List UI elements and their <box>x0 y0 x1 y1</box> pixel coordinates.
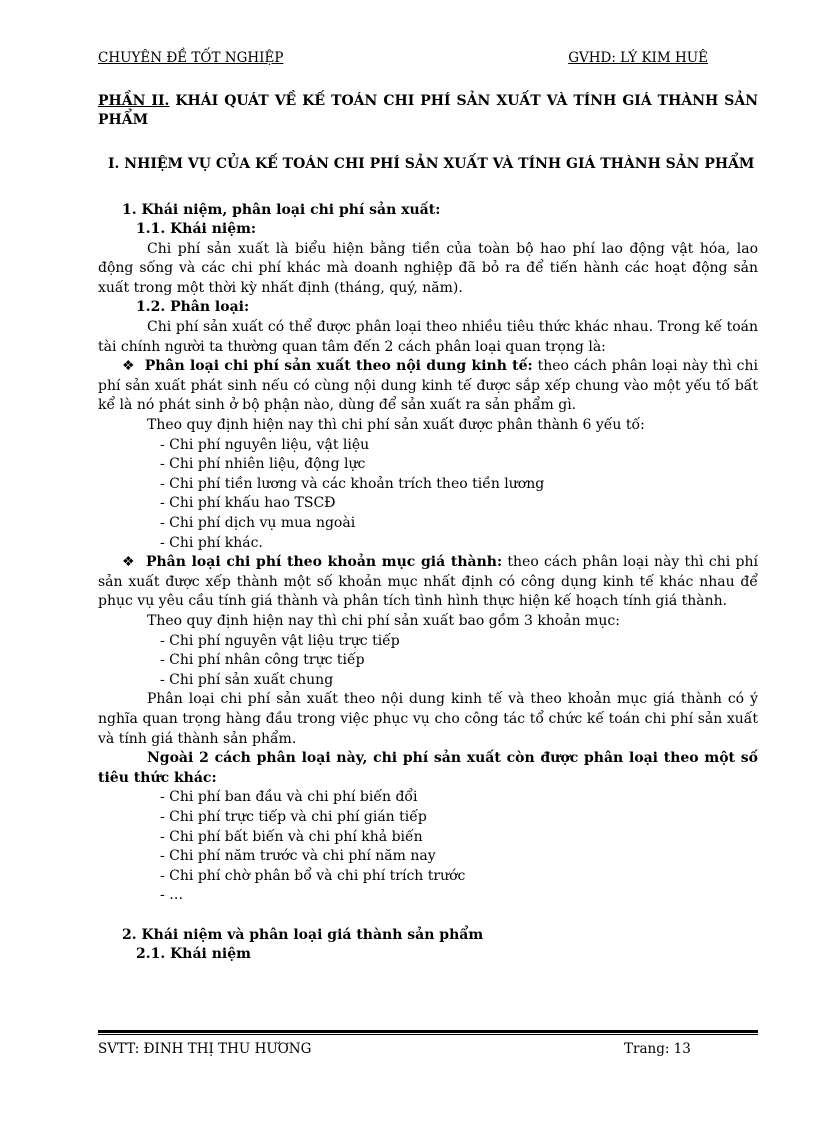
list-item: - Chi phí năm trước và chi phí năm nay <box>160 848 436 865</box>
bullet-text: theo cách phân loại này thì chi phí sản xuất được xếp thành một số khoản mục nhất định có công dụng kinh tế khác nhau để phục vụ yêu cầu tính giá thành và phân tích tình hình thực hiện kế hoạch tính giá thành. <box>98 554 758 610</box>
list-item: - Chi phí khác. <box>160 534 263 551</box>
footer-left: SVTT: ĐINH THỊ THU HƯƠNG <box>98 1041 312 1057</box>
bullet-text: theo cách phân loại này thì chi phí sản xuất phát sinh nếu có cùng nội dung kinh tế được sắp xếp chung vào một yếu tố bất kể là nó phát sinh ở bộ phận nào, dùng để sản xuất ra sản phẩm gì. <box>98 358 758 414</box>
heading-1-2: 1.2. Phân loại: <box>136 299 250 316</box>
diamond-bullet-icon: ❖ <box>122 358 135 375</box>
bullet-bold: Phân loại chi phí sản xuất theo nội dung kinh tế: <box>144 358 533 375</box>
bullet-economic-content <box>98 357 758 416</box>
page-footer <box>98 1041 758 1061</box>
spacer <box>98 906 758 926</box>
heading-2: 2. Khái niệm và phân loại giá thành sản phẩm <box>122 926 484 943</box>
list-item: - Chi phí bất biến và chi phí khả biến <box>160 828 423 845</box>
list-item: - Chi phí nguyên liệu, vật liệu <box>160 436 370 453</box>
paragraph-definition: Chi phí sản xuất là biểu hiện bằng tiền của toàn bộ hao phí lao động vật hóa, lao động sống và các chi phí khác mà doanh nghiệp đã bỏ ra để tiến hành các hoạt động sản xuất trong một thời kỳ nhất định (tháng, quý, năm). <box>98 240 758 296</box>
page-header <box>98 50 758 70</box>
list-item: - … <box>160 887 184 904</box>
page-number: Trang: 13 <box>624 1041 691 1057</box>
bullet-cost-items <box>98 553 758 612</box>
diamond-bullet-icon: ❖ <box>122 554 136 571</box>
part-title-text: KHÁI QUÁT VỀ KẾ TOÁN CHI PHÍ SẢN XUẤT VÀ TÍNH GIÁ THÀNH SẢN PHẨM <box>98 93 758 128</box>
list-item: - Chi phí nhiên liệu, động lực <box>160 456 366 473</box>
section-title: I. NHIỆM VỤ CỦA KẾ TOÁN CHI PHÍ SẢN XUẤT VÀ TÍNH GIÁ THÀNH SẢN PHẨM <box>108 156 755 172</box>
footer-rule-thin <box>98 1034 758 1035</box>
paragraph-other-criteria: Ngoài 2 cách phân loại này, chi phí sản xuất còn được phân loại theo một số tiêu thức khác: <box>98 750 758 786</box>
heading-2-1: 2.1. Khái niệm <box>136 946 251 963</box>
list-item: - Chi phí nhân công trực tiếp <box>160 652 365 669</box>
list-item: - Chi phí nguyên vật liệu trực tiếp <box>160 632 400 649</box>
list-item: - Chi phí sản xuất chung <box>160 671 334 688</box>
header-right: GVHD: LÝ KIM HUÊ <box>568 50 708 66</box>
list-intro: Theo quy định hiện nay thì chi phí sản xuất được phân thành 6 yếu tố: <box>147 417 645 434</box>
heading-1-1: 1.1. Khái niệm: <box>136 221 257 238</box>
list-item: - Chi phí tiền lương và các khoản trích theo tiền lương <box>160 475 545 492</box>
list-item: - Chi phí chờ phân bổ và chi phí trích trước <box>160 867 466 884</box>
list-item: - Chi phí khấu hao TSCĐ <box>160 495 336 512</box>
list-intro: Theo quy định hiện nay thì chi phí sản xuất bao gồm 3 khoản mục: <box>147 612 620 629</box>
footer-rule-thick <box>98 1030 758 1033</box>
heading-1: 1. Khái niệm, phân loại chi phí sản xuất: <box>122 201 441 218</box>
list-item: - Chi phí trực tiếp và chi phí gián tiếp <box>160 808 427 825</box>
list-item: - Chi phí ban đầu và chi phí biến đổi <box>160 789 418 806</box>
document-body <box>98 92 758 965</box>
bullet-bold: Phân loại chi phí theo khoản mục giá thành: <box>145 554 503 571</box>
header-left: CHUYÊN ĐỀ TỐT NGHIỆP <box>98 50 284 66</box>
part-title <box>98 92 758 130</box>
paragraph-classification: Chi phí sản xuất có thể được phân loại theo nhiều tiêu thức khác nhau. Trong kế toán tài chính người ta thường quan tâm đến 2 cách phân loại quan trọng là: <box>98 319 758 355</box>
part-label: PHẦN II. <box>98 93 170 109</box>
paragraph-conclusion: Phân loại chi phí sản xuất theo nội dung kinh tế và theo khoản mục giá thành có ý nghĩa quan trọng hàng đầu trong việc phục vụ cho công tác tổ chức kế toán chi phí sản xuất và tính giá thành sản phẩm. <box>98 691 758 747</box>
list-item: - Chi phí dịch vụ mua ngoài <box>160 515 356 531</box>
